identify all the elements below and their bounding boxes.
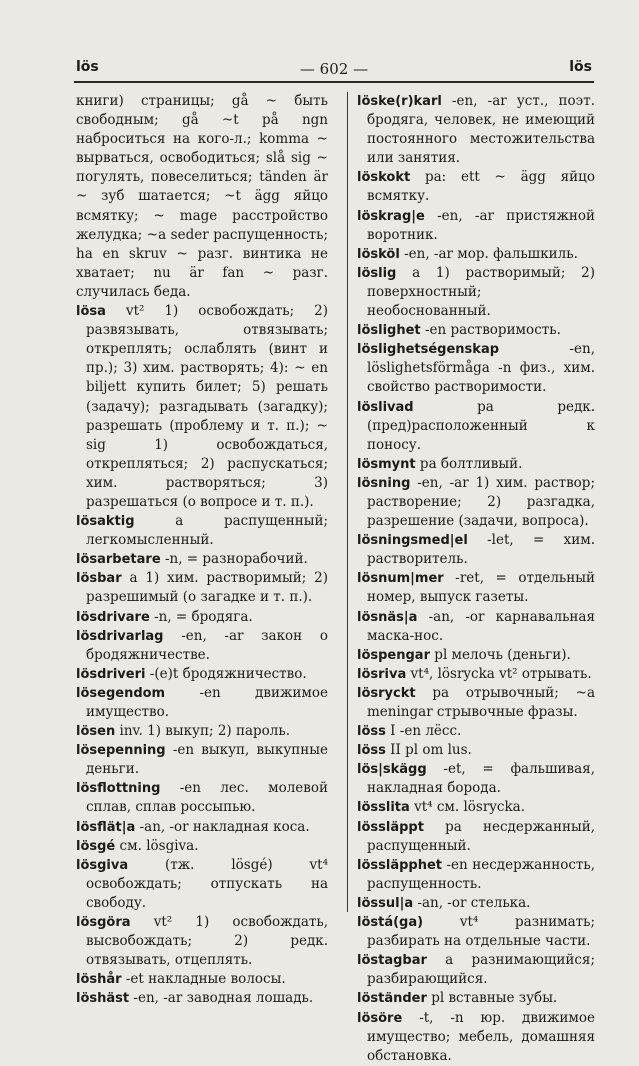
entry-headword: löslig: [357, 265, 397, 281]
dictionary-entry: [76, 741, 328, 779]
dictionary-entry: [76, 627, 328, 665]
dictionary-entry: [357, 608, 595, 646]
entry-definition: -n, = бродяга.: [154, 608, 253, 625]
entry-headword: löss: [357, 724, 386, 740]
entry-definition: pa болтливый.: [419, 455, 523, 472]
entry-definition: -en лес. молевой сплав, сплав россыпью.: [86, 780, 328, 816]
entry-headword: lössläpphet: [357, 857, 442, 873]
entry-headword: löslivad: [357, 399, 414, 415]
left-column: [76, 92, 328, 1009]
entry-headword: lösriva: [357, 666, 407, 682]
entry-headword: lösryckt: [357, 685, 416, 701]
entry-headword: lösen: [76, 724, 116, 740]
dictionary-entry: [357, 894, 595, 913]
entry-definition: -an, -or накладная коса.: [139, 818, 310, 835]
entry-definition: -n, = разнорабочий.: [164, 551, 308, 568]
dictionary-entry: [357, 856, 595, 894]
dictionary-entry: [76, 913, 328, 970]
entry-definition: -en растворимость.: [424, 322, 561, 339]
entry-headword: lösnum|mer: [357, 571, 444, 587]
dictionary-entry: [76, 302, 328, 512]
entry-definition: a 1) хим. растворимый; 2) разрешимый (о загадке и т. п.).: [86, 570, 328, 606]
entry-definition: a разнимающийся; разбирающийся.: [367, 952, 595, 988]
entry-headword: löss: [357, 743, 386, 759]
dictionary-entry: [76, 665, 328, 684]
entry-definition: pa редк. (пред)расположенный к поносу.: [367, 398, 596, 453]
entry-definition: vt⁴ разнимать; разбирать на отдельные части.: [367, 914, 595, 950]
column-divider: [347, 92, 348, 912]
entry-definition: -an, -or карнавальная маска-нос.: [367, 608, 595, 644]
entry-headword: löshäst: [76, 991, 130, 1007]
right-guide-word: lös: [569, 59, 592, 75]
dictionary-entry: [76, 856, 328, 913]
entry-headword: lössläppt: [357, 819, 424, 835]
dictionary-entry: [76, 684, 328, 722]
entry-headword: lösköl: [357, 246, 400, 262]
dictionary-entry: [357, 531, 595, 569]
right-column: [357, 92, 595, 1066]
dictionary-entry: [76, 818, 328, 837]
dictionary-entry: [357, 168, 595, 206]
entry-definition: a 1) растворимый; 2) поверхностный; необоснованный.: [367, 264, 596, 320]
entry-headword: löslighet: [357, 323, 421, 339]
dictionary-entry: [76, 837, 328, 856]
entry-definition: vt² 1) освобождать; 2) развязывать, отвязывать; откреплять; ослаблять (винт и пр.); 3) хим. растворять; 4): ~ en biljett купить билет; 5) решать (задачу); разгадывать (загадку); разрешать (проблему и т. п.); ~ sig 1) освобождаться, открепляться; 2) распускаться; хим. растворяться; 3) разрешаться (о вопросе и т. п.).: [86, 303, 328, 510]
entry-definition: vt⁴ см. lösrycka.: [414, 799, 525, 816]
dictionary-entry: [76, 550, 328, 569]
entry-headword: löslighetségenskap: [357, 342, 500, 358]
dictionary-entry: [76, 779, 328, 817]
entry-headword: lösnäs|a: [357, 609, 418, 625]
dictionary-entry: [357, 92, 595, 168]
dictionary-entry: [357, 474, 595, 531]
entry-definition: -et накладные волосы.: [125, 971, 286, 988]
entry-headword: lösbar: [76, 571, 122, 587]
entry-headword: lösepenning: [76, 743, 166, 759]
entry-headword: lösa: [76, 304, 106, 320]
dictionary-entry: [357, 760, 595, 798]
entry-definition: pl мелочь (деньги).: [434, 646, 571, 663]
entry-headword: lösdrivare: [76, 609, 150, 625]
entry-definition: (тж. lösgé) vt⁴ освобождать; отпускать на свободу.: [86, 856, 328, 911]
entry-definition: a распущенный; легкомысленный.: [86, 513, 328, 549]
entry-headword: lösdriveri: [76, 666, 146, 682]
entry-headword: lösflottning: [76, 781, 161, 797]
entry-headword: lösslita: [357, 800, 410, 816]
entry-definition: II pl om lus.: [390, 742, 472, 759]
entry-headword: löständer: [357, 991, 427, 1007]
entry-definition: -en, -ar заводная лошадь.: [133, 990, 314, 1007]
entry-definition: vt⁴, lösrycka vt² отрывать.: [410, 665, 592, 682]
entry-headword: lösaktig: [76, 514, 135, 530]
dictionary-entry: [76, 970, 328, 989]
entry-definition: pa отрывочный; ~a meningar стрывочные фразы.: [367, 684, 595, 720]
entry-definition: -t, -n юр. движимое имущество; мебель, домашняя обстановка.: [367, 1009, 595, 1064]
entry-definition: -en, -ar мор. фальшкиль.: [404, 245, 578, 262]
entry-headword: löspengar: [357, 647, 430, 663]
entry-definition: книги) страницы; gå ~ быть свободным; gå ~t på ngn наброситься на кого-л.; komma ~ вырваться, освободиться; slå sig ~ погулять, повеселиться; tänden är ~ зуб шатается; ~t ägg яйцо всмятку; ~ mage расстройство желудка; ~a seder распущенность; ha en skruv ~ разг. винтика не хватает; nu är fan ~ разг. случилась беда.: [76, 93, 328, 300]
entry-definition: -en, -ar 1) хим. раствор; растворение; 2) разгадка, разрешение (задачи, вопроса).: [367, 474, 595, 530]
entry-definition: см. lösgiva.: [119, 837, 199, 854]
dictionary-entry: [76, 92, 328, 302]
dictionary-entry: [76, 989, 328, 1008]
entry-definition: I -en лёсс.: [390, 723, 462, 740]
dictionary-entry: [357, 1009, 595, 1066]
entry-headword: löstá(ga): [357, 915, 424, 931]
dictionary-entry: [357, 569, 595, 607]
entry-definition: -en движимое имущество.: [86, 684, 329, 720]
entry-definition: pa несдержанный, распущенный.: [367, 818, 595, 854]
entry-definition: -et, = фальшивая, накладная борода.: [367, 761, 595, 797]
entry-definition: -(e)t бродяжничество.: [149, 665, 307, 682]
dictionary-entry: [76, 569, 328, 607]
entry-headword: löshår: [76, 972, 122, 988]
entry-headword: löskrag|e: [357, 208, 425, 224]
dictionary-entry: [357, 245, 595, 264]
dictionary-entry: [357, 913, 595, 951]
entry-definition: -let, = хим. растворитель.: [367, 532, 595, 568]
dictionary-entry: [76, 722, 328, 741]
entry-headword: löskokt: [357, 170, 411, 186]
dictionary-entry: [357, 455, 595, 474]
dictionary-entry: [357, 722, 595, 741]
dictionary-entry: [76, 608, 328, 627]
dictionary-entry: [357, 665, 595, 684]
entry-definition: -en, -ar уст., поэт. бродяга, человек, не имеющий постоянного местожительства или занятия.: [367, 93, 595, 167]
entry-definition: -en, löslighetsförmåga -n физ., хим. свойство растворимости.: [367, 341, 595, 396]
entry-headword: lösgé: [76, 838, 116, 854]
dictionary-entry: [357, 398, 595, 455]
entry-headword: lösegendom: [76, 685, 166, 701]
entry-definition: -en несдержанность, распущенность.: [367, 856, 595, 892]
entry-definition: inv. 1) выкуп; 2) пароль.: [119, 723, 291, 740]
dictionary-entry: [357, 684, 595, 722]
entry-definition: -en выкуп, выкупные деньги.: [86, 742, 328, 778]
entry-headword: lösöre: [357, 1010, 403, 1026]
entry-headword: lösarbetare: [76, 552, 161, 568]
entry-definition: pl вставные зубы.: [431, 990, 558, 1007]
entry-definition: -en, -ar пристяжной воротник.: [367, 207, 595, 243]
entry-definition: -en, -ar закон о бродяжничестве.: [86, 627, 328, 663]
entry-headword: lösmynt: [357, 456, 416, 472]
entry-headword: löstagbar: [357, 953, 427, 969]
page-header: [74, 57, 594, 83]
dictionary-entry: [357, 818, 595, 856]
dictionary-entry: [76, 512, 328, 550]
entry-definition: vt² 1) освобождать, высвобождать; 2) редк. отвязывать, отцеплять.: [86, 914, 328, 969]
dictionary-entry: [357, 951, 595, 989]
entry-headword: lösflät|a: [76, 819, 136, 835]
entry-headword: lös|skägg: [357, 762, 427, 778]
dictionary-entry: [357, 340, 595, 397]
dictionary-entry: [357, 264, 595, 321]
left-guide-word: lös: [76, 59, 99, 75]
entry-headword: lössul|a: [357, 895, 414, 911]
dictionary-entry: [357, 646, 595, 665]
entry-definition: -an, -or стелька.: [417, 894, 531, 911]
entry-definition: -ret, = отдельный номер, выпуск газеты.: [367, 570, 595, 606]
entry-headword: lösdrivarlag: [76, 628, 164, 644]
dictionary-entry: [357, 321, 595, 340]
entry-definition: pa: ett ~ ägg яйцо всмятку.: [367, 169, 595, 205]
dictionary-entry: [357, 741, 595, 760]
dictionary-entry: [357, 989, 595, 1008]
entry-headword: lösningsmed|el: [357, 533, 468, 549]
dictionary-entry: [357, 207, 595, 245]
dictionary-entry: [357, 798, 595, 817]
entry-headword: löske(r)karl: [357, 94, 442, 109]
entry-headword: lösgiva: [76, 857, 129, 873]
entry-headword: lösning: [357, 475, 411, 491]
entry-headword: lösgöra: [76, 915, 131, 931]
page-number: — 602 —: [299, 60, 369, 78]
